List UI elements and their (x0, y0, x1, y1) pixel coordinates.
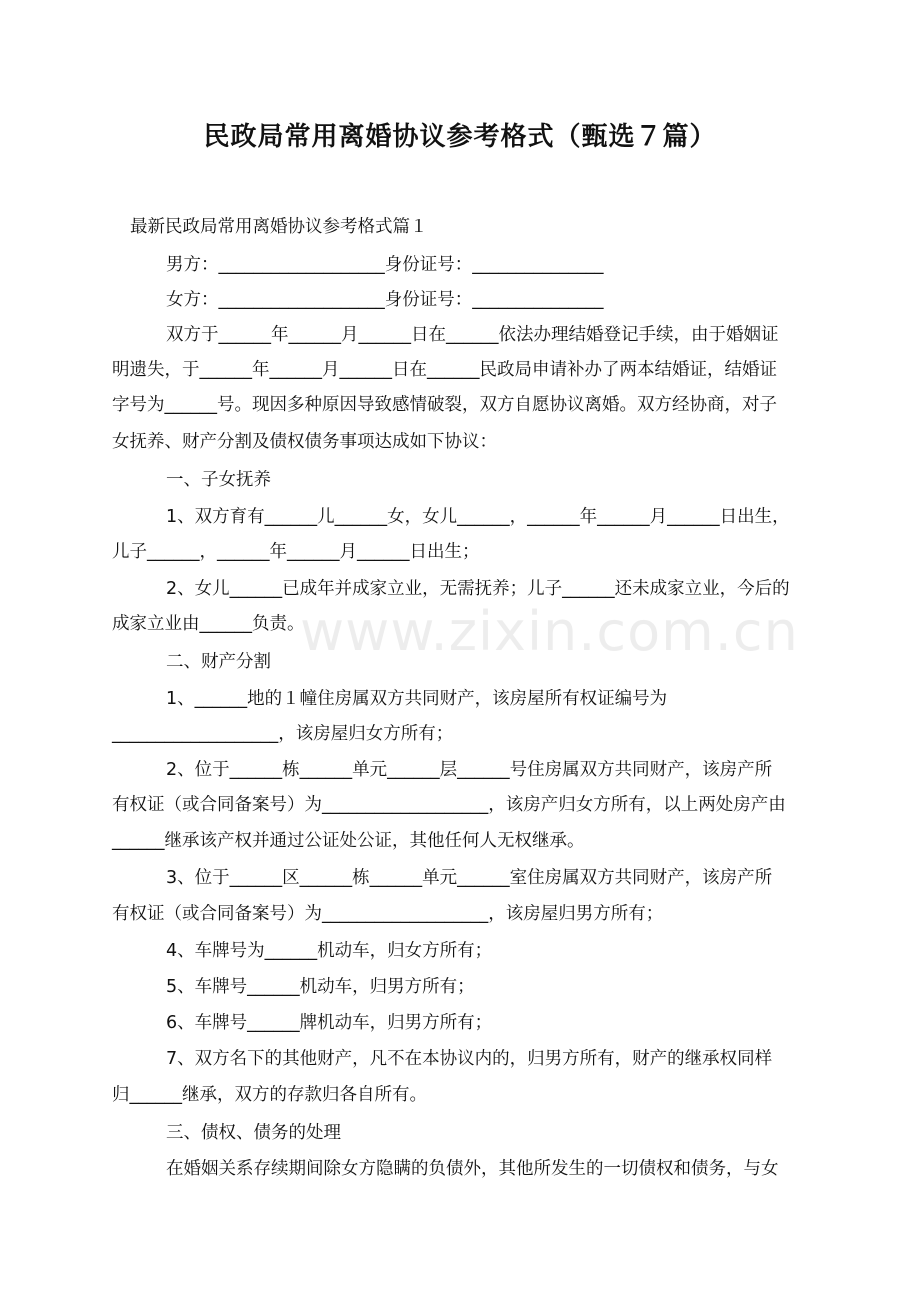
paragraph-line: 双方于______年______月______日在______依法办理结婚登记手续，由于婚姻证 (166, 325, 779, 345)
paragraph-line: 1、双方育有______儿______女，女儿______，______年______月______日出生， (166, 507, 790, 527)
paragraph-line: 2、女儿______已成年并成家立业，无需抚养；儿子______还未成家立业，今后的 (166, 579, 790, 599)
paragraph-line: 2、位于______栋______单元______层______号住房属双方共同财产，该房产所 (166, 760, 773, 780)
paragraph-line: 字号为______号。现因多种原因导致感情破裂，双方自愿协议离婚。双方经协商，对子 (112, 395, 777, 415)
paragraph-line: 明遗失，于______年______月______日在______民政局申请补办了两本结婚证，结婚证 (112, 360, 777, 380)
paragraph-line: 归______继承，双方的存款归各自所有。 (112, 1085, 427, 1105)
paragraph-line: 儿子______，______年______月______日出生； (112, 542, 480, 562)
paragraph-line: 成家立业由______负责。 (112, 614, 305, 634)
section-subtitle: 最新民政局常用离婚协议参考格式篇１ (130, 217, 428, 237)
section-heading: 三、债权、债务的处理 (166, 1123, 341, 1143)
paragraph-line: 在婚姻关系存续期间除女方隐瞒的负债外，其他所发生的一切债权和债务，与女 (166, 1159, 779, 1179)
paragraph-line: 5、车牌号______机动车，归男方所有； (166, 977, 475, 997)
paragraph-line: 4、车牌号为______机动车，归女方所有； (166, 941, 493, 961)
document-title: 民政局常用离婚协议参考格式（甄选７篇） (203, 122, 717, 152)
female-party-line: 女方：___________________身份证号：_______________ (166, 290, 604, 310)
paragraph-line: ___________________，该房屋归女方所有； (112, 724, 454, 744)
paragraph-line: 1、______地的１幢住房属双方共同财产，该房屋所有权证编号为 (166, 689, 668, 709)
paragraph-line: 有权证（或合同备案号）为___________________，该房产归女方所有，以上两处房产由 (112, 795, 786, 815)
paragraph-line: 6、车牌号______牌机动车，归男方所有； (166, 1013, 493, 1033)
paragraph-line: 有权证（或合同备案号）为___________________，该房屋归男方所有； (112, 904, 664, 924)
section-heading: 二、财产分割 (166, 652, 271, 672)
paragraph-line: 女抚养、财产分割及债权债务事项达成如下协议： (112, 432, 497, 452)
paragraph-line: 3、位于______区______栋______单元______室住房属双方共同财产，该房产所 (166, 868, 773, 888)
male-party-line: 男方：___________________身份证号：_______________ (166, 255, 604, 275)
paragraph-line: 7、双方名下的其他财产，凡不在本协议内的，归男方所有，财产的继承权同样 (166, 1049, 773, 1069)
paragraph-line: ______继承该产权并通过公证处公证，其他任何人无权继承。 (112, 831, 585, 851)
section-heading: 一、子女抚养 (166, 470, 271, 490)
watermark: www.zixin.com.cn (300, 600, 799, 663)
